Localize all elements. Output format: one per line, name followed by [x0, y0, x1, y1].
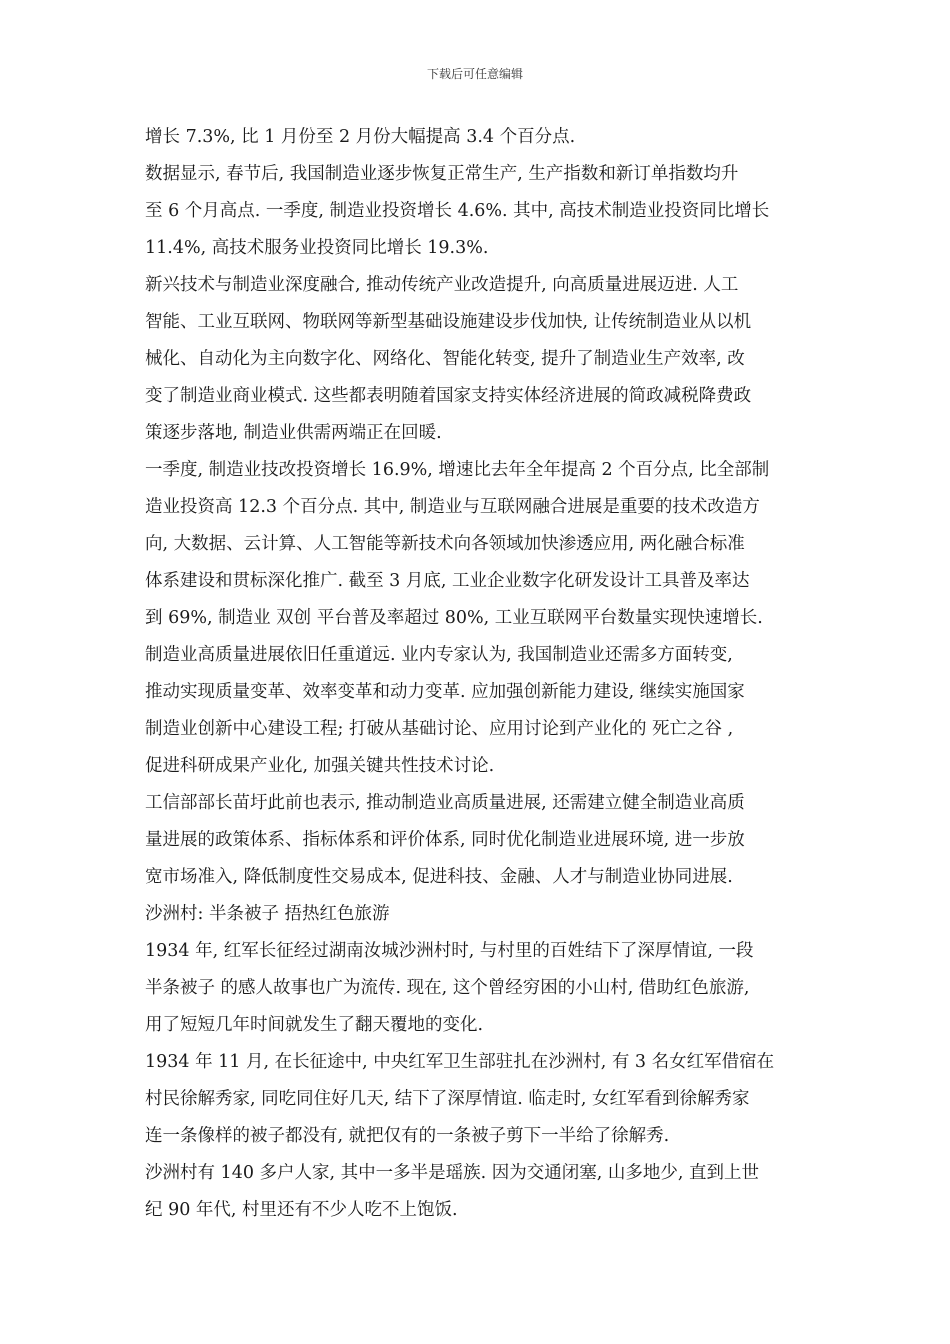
- text-line: 半条被子 的感人故事也广为流传. 现在, 这个曾经穷困的小山村, 借助红色旅游,: [145, 978, 750, 998]
- text-line: 连一条像样的被子都没有, 就把仅有的一条被子剪下一半给了徐解秀.: [145, 1126, 670, 1146]
- text-line: 智能、工业互联网、物联网等新型基础设施建设步伐加快, 让传统制造业从以机: [145, 312, 752, 332]
- text-line: 策逐步落地, 制造业供需两端正在回暖.: [145, 423, 442, 443]
- text-line: 变了制造业商业模式. 这些都表明随着国家支持实体经济进展的简政减税降费政: [145, 386, 752, 406]
- text-line: 1934 年, 红军长征经过湖南汝城沙洲村时, 与村里的百姓结下了深厚情谊, 一段: [145, 941, 754, 961]
- text-line: 至 6 个月高点. 一季度, 制造业投资增长 4.6%. 其中, 高技术制造业投资同比增长: [145, 201, 770, 221]
- text-line: 沙洲村有 140 多户人家, 其中一多半是瑶族. 因为交通闭塞, 山多地少, 直到上世: [145, 1163, 760, 1183]
- text-line: 制造业高质量进展依旧任重道远. 业内专家认为, 我国制造业还需多方面转变,: [145, 645, 733, 665]
- text-line: 1934 年 11 月, 在长征途中, 中央红军卫生部驻扎在沙洲村, 有 3 名女红军借宿在: [145, 1052, 775, 1072]
- text-line: 新兴技术与制造业深度融合, 推动传统产业改造提升, 向高质量进展迈进. 人工: [145, 275, 739, 295]
- text-line: 械化、自动化为主向数字化、网络化、智能化转变, 提升了制造业生产效率, 改: [145, 349, 745, 369]
- text-line: 量进展的政策体系、指标体系和评价体系, 同时优化制造业进展环境, 进一步放: [145, 830, 745, 850]
- text-line: 一季度, 制造业技改投资增长 16.9%, 增速比去年全年提高 2 个百分点, 比全部制: [145, 460, 770, 480]
- text-line: 到 69%, 制造业 双创 平台普及率超过 80%, 工业互联网平台数量实现快速增长.: [145, 608, 763, 628]
- text-line: 体系建设和贯标深化推广. 截至 3 月底, 工业企业数字化研发设计工具普及率达: [145, 571, 750, 591]
- text-line: 造业投资高 12.3 个百分点. 其中, 制造业与互联网融合进展是重要的技术改造方: [145, 497, 760, 517]
- text-line: 11.4%, 高技术服务业投资同比增长 19.3%.: [145, 238, 489, 258]
- text-line: 宽市场准入, 降低制度性交易成本, 促进科技、金融、人才与制造业协同进展.: [145, 867, 733, 887]
- text-line: 促进科研成果产业化, 加强关键共性技术讨论.: [145, 756, 495, 776]
- text-line: 沙洲村: 半条被子 捂热红色旅游: [145, 904, 390, 924]
- text-line: 推动实现质量变革、效率变革和动力变革. 应加强创新能力建设, 继续实施国家: [145, 682, 745, 702]
- text-line: 向, 大数据、云计算、人工智能等新技术向各领域加快渗透应用, 两化融合标准: [145, 534, 745, 554]
- text-line: 制造业创新中心建设工程; 打破从基础讨论、应用讨论到产业化的 死亡之谷 ,: [145, 719, 734, 739]
- text-line: 村民徐解秀家, 同吃同住好几天, 结下了深厚情谊. 临走时, 女红军看到徐解秀家: [145, 1089, 750, 1109]
- text-line: 增长 7.3%, 比 1 月份至 2 月份大幅提高 3.4 个百分点.: [145, 127, 576, 147]
- text-line: 工信部部长苗圩此前也表示, 推动制造业高质量进展, 还需建立健全制造业高质: [145, 793, 745, 813]
- page-header: 下载后可任意编辑: [426, 67, 523, 81]
- text-line: 用了短短几年时间就发生了翻天覆地的变化.: [145, 1015, 484, 1035]
- text-line: 数据显示, 春节后, 我国制造业逐步恢复正常生产, 生产指数和新订单指数均升: [145, 164, 739, 184]
- text-line: 纪 90 年代, 村里还有不少人吃不上饱饭.: [145, 1200, 458, 1220]
- document-body: [145, 119, 811, 1229]
